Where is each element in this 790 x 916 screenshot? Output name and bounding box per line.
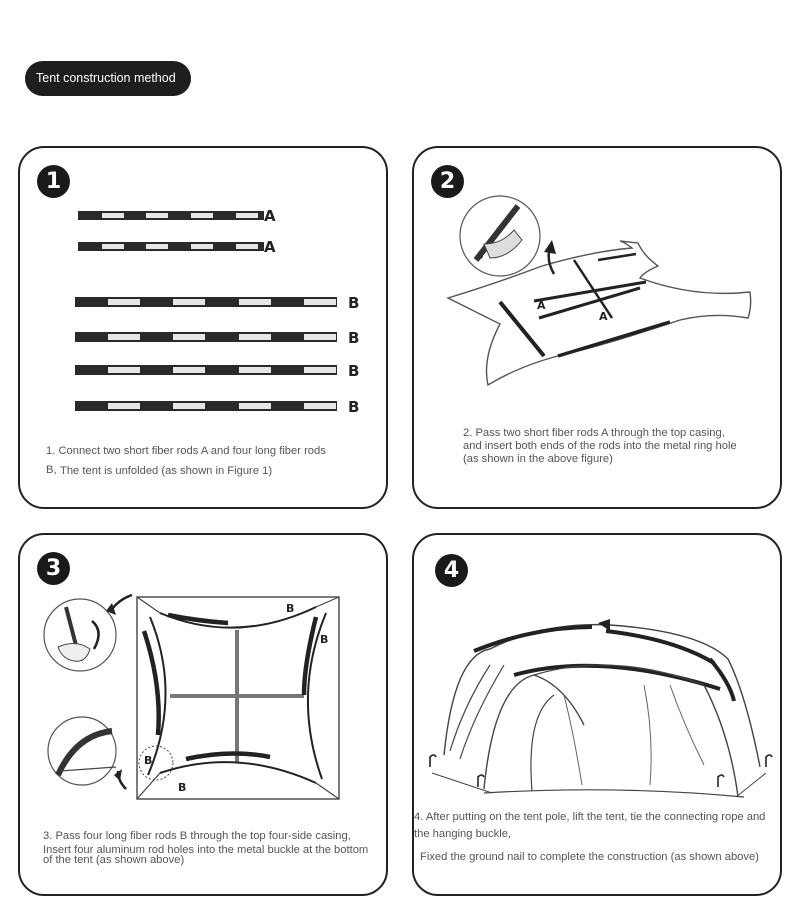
rod-label: B <box>286 602 295 615</box>
step-4-panel <box>412 533 782 896</box>
direction-arrow <box>112 595 132 609</box>
step-number-badge: 4 <box>435 554 468 587</box>
section-title: Tent construction method <box>25 61 191 96</box>
rod-label: B <box>178 781 187 794</box>
step-number-badge: 2 <box>431 165 464 198</box>
step-number-badge: 3 <box>37 552 70 585</box>
rod-label: B <box>144 754 153 767</box>
ground-nail <box>718 775 724 787</box>
step-3-panel <box>18 533 388 896</box>
long-rod-b <box>75 401 337 411</box>
caption-line: and insert both ends of the rods into the metal ring hole <box>463 440 737 452</box>
caption-line: 1. Connect two short fiber rods A and four long fiber rods <box>46 445 326 457</box>
rod-label: B <box>348 398 360 416</box>
caption-line: Fixed the ground nail to complete the construction (as shown above) <box>420 851 759 863</box>
rod-label: B <box>348 294 360 312</box>
short-rod-a <box>78 242 264 251</box>
caption-line: 3. Pass four long fiber rods B through the top four-side casing, <box>43 830 351 842</box>
step-2-panel <box>412 146 782 509</box>
ground-nail <box>430 755 436 767</box>
rod-label: A <box>264 238 276 256</box>
detail-zoom-circle <box>460 196 540 276</box>
long-rod-b <box>75 297 337 307</box>
ground-nail <box>478 775 484 787</box>
caption-line: of the tent (as shown above) <box>43 854 185 866</box>
caption-line: The tent is unfolded (as shown in Figure 1) <box>60 465 273 477</box>
caption-line: B, <box>46 464 57 476</box>
long-rod-b <box>75 332 337 342</box>
rod-label: A <box>264 207 276 225</box>
step-1-panel <box>18 146 388 509</box>
rod-label: B <box>348 362 360 380</box>
long-rod-b <box>75 365 337 375</box>
caption-line: (as shown in the above figure) <box>463 453 613 465</box>
rod-label: A <box>599 310 608 323</box>
rod-label: A <box>537 299 546 312</box>
tent-pole <box>606 631 714 663</box>
caption-line: Insert four aluminum rod holes into the metal buckle at the bottom <box>43 844 369 856</box>
step-number-badge: 1 <box>37 165 70 198</box>
caption-line: 2. Pass two short fiber rods A through the top casing, <box>463 427 725 439</box>
caption-line: the hanging buckle, <box>414 828 512 840</box>
assembled-tent-illustration <box>414 535 782 896</box>
caption-line: 4. After putting on the tent pole, lift the tent, tie the connecting rope and <box>414 811 766 823</box>
short-rod-a <box>78 211 264 220</box>
tent-pole <box>514 666 720 689</box>
ground-nail <box>766 755 772 767</box>
rod-label: B <box>320 633 329 646</box>
rod-label: B <box>348 329 360 347</box>
